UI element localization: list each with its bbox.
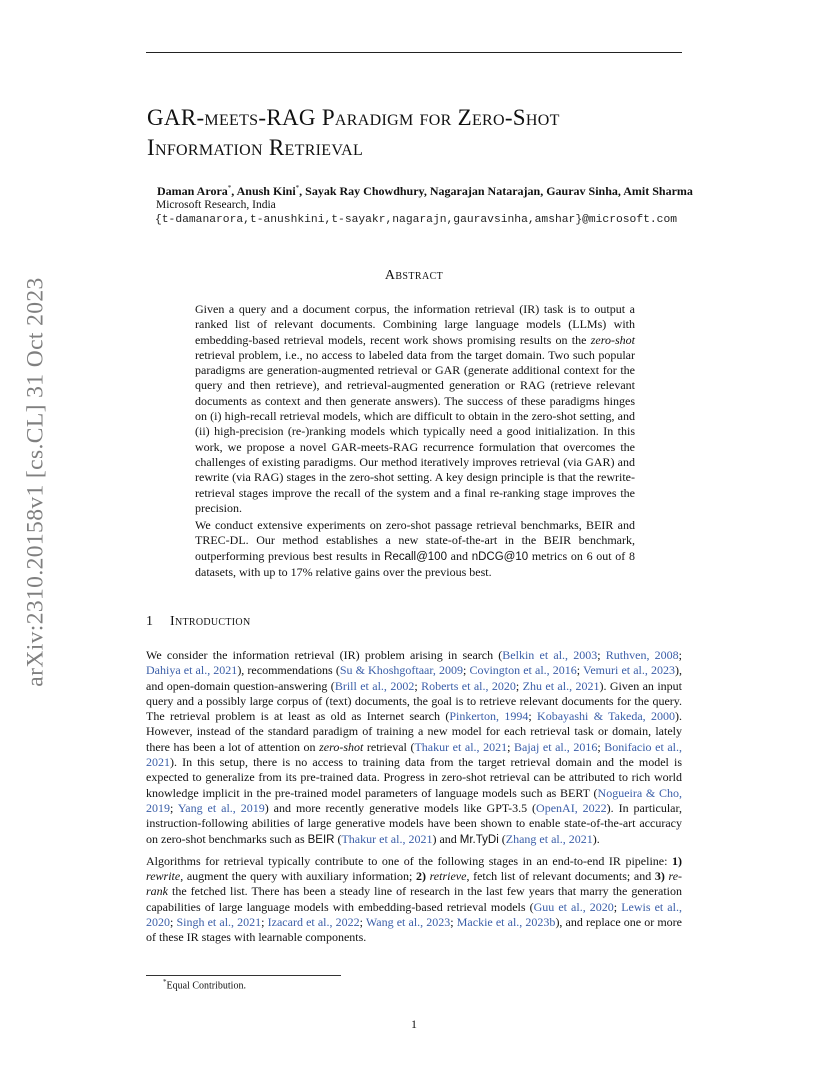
paragraph-text: ;	[576, 663, 584, 678]
paragraph-text: the fetched list. There has been a steady line of research in the last few years that marry the generation capabilities of large language models with embedding-based retrieval models (	[146, 884, 682, 914]
paragraph-text: ) and	[432, 831, 460, 846]
paragraph-text: ;	[507, 739, 514, 754]
paragraph-text: , fetch list of relevant documents; and	[466, 869, 655, 884]
citation-link[interactable]: Ruthven, 2008	[605, 648, 679, 662]
other-authors: , Sayak Ray Chowdhury, Nagarajan Natarajan, Gaurav Sinha, Amit Sharma	[299, 184, 693, 198]
paragraph-text: ;	[170, 800, 178, 815]
paragraph-text: ;	[597, 648, 606, 662]
introduction-body	[146, 648, 682, 946]
abstract-text: metrics on 6 out of 8 datasets, with up to 17% relative gains over the previous best.	[195, 548, 636, 580]
citation-link[interactable]: Lewis et al., 2020	[146, 899, 682, 930]
citation-link[interactable]: Dahiya et al., 2021	[146, 663, 238, 678]
citation-link[interactable]: Mackie et al., 2023b	[456, 915, 556, 930]
emphasis-text: retrieve	[429, 869, 467, 884]
abstract-paragraph-2	[195, 518, 635, 580]
intro-paragraph-1	[146, 648, 682, 848]
paragraph-text: ;	[414, 678, 422, 693]
citation-link[interactable]: Bajaj et al., 2016	[514, 739, 598, 754]
footnote-rule	[146, 975, 341, 976]
paragraph-text: ;	[613, 899, 622, 914]
bold-text: 3)	[654, 869, 665, 884]
section-title: Introduction	[170, 614, 251, 629]
abstract-heading: Abstract	[384, 268, 444, 283]
title-line-2: Information Retrieval	[147, 135, 364, 160]
citation-link[interactable]: Zhang et al., 2021	[505, 831, 593, 846]
citation-link[interactable]: Brill et al., 2002	[334, 678, 415, 693]
citation-link[interactable]: Yang et al., 2019	[177, 800, 265, 815]
paragraph-text: ). Given an input query and a possibly large corpus of (text) documents, the goal is to retrieve relevant documents for the query. The retrieval problem is at least as old as Internet search (	[146, 678, 682, 724]
paragraph-text: ;	[463, 663, 470, 678]
paper-title	[147, 103, 707, 163]
paragraph-text: (	[498, 831, 506, 846]
citation-link[interactable]: Thakur et al., 2021	[341, 831, 433, 846]
citation-link[interactable]: Zhu et al., 2021	[522, 678, 600, 693]
benchmark-name: Mr.TyDi	[459, 833, 499, 846]
metric-ndcg: nDCG@10	[471, 550, 529, 563]
emphasis-text: rewrite	[146, 869, 181, 884]
equal-contribution-mark-2: *	[295, 184, 300, 192]
paragraph-text: ;	[261, 915, 268, 930]
citation-link[interactable]: Su & Khoshgoftaar, 2009	[339, 663, 463, 678]
top-rule	[146, 52, 682, 53]
benchmark-name: BEIR	[307, 833, 335, 846]
citation-link[interactable]: OpenAI, 2022	[536, 800, 607, 815]
title-line-1: GAR-meets-RAG Paradigm for Zero-Shot	[147, 105, 560, 130]
paragraph-text: ;	[359, 915, 366, 930]
abstract-paragraph-1	[195, 302, 635, 516]
paragraph-text: retrieval (	[363, 739, 415, 754]
paragraph-text: We consider the information retrieval (IR) problem arising in search (	[146, 648, 503, 662]
paragraph-text: ), recommendations (	[237, 663, 340, 678]
abstract-text: Given a query and a document corpus, the information retrieval (IR) task is to output a ranked list of relevant documents. Combining large language models (LLMs) with embedding-based retrieval models, recent work shows promising results on the	[195, 302, 635, 347]
emphasis-text: re-rank	[146, 869, 683, 899]
paragraph-text: ;	[678, 648, 682, 662]
paragraph-text: ;	[597, 739, 605, 754]
paragraph-text: ). However, instead of the standard paradigm of training a new model for each retrieval task or domain, lately there has been a lot of attention on	[146, 709, 682, 754]
citation-link[interactable]: Thakur et al., 2021	[414, 739, 508, 754]
paragraph-text: ), and open-domain question-answering (	[146, 663, 682, 693]
paragraph-text: ;	[450, 915, 457, 930]
paragraph-text: (	[334, 831, 342, 846]
paragraph-text: ;	[170, 915, 177, 930]
affiliation: Microsoft Research, India	[156, 199, 276, 211]
author-1: Daman Arora	[157, 184, 228, 198]
citation-link[interactable]: Wang et al., 2023	[365, 915, 451, 930]
citation-link[interactable]: Singh et al., 2021	[176, 915, 262, 930]
intro-paragraph-2	[146, 854, 682, 946]
abstract-text: retrieval problem, i.e., no access to labeled data from the target domain. Two such popular paradigms are generation-augmented retrieval or GAR (generate additional context for the query and then retrieve), and retrieval-augmented generation or RAG (retrieve relevant documents as context and then generate answers). The success of these paradigms hinges on (i) high-recall retrieval models, which are difficult to obtain in the zero-shot setting, and (ii) high-precision (re-)ranking models which typically need a good initialization. In this work, we propose a novel GAR-meets-RAG recurrence formulation that overcomes the challenges of existing paradigms. Our method iteratively improves retrieval (via GAR) and rewrite (via RAG) stages in the zero-shot setting. A key design principle is that the rewrite-retrieval stages improve the recall of the system and a final re-ranking stage improves the precision.	[195, 347, 635, 515]
equal-contribution-mark-1: *	[227, 184, 232, 192]
paragraph-text: ;	[515, 678, 523, 693]
paragraph-text: ), and replace one or more of these IR stages with learnable components.	[146, 915, 682, 945]
author-emails: {t-damanarora,t-anushkini,t-sayakr,nagarajn,gauravsinha,amshar}@microsoft.com	[155, 214, 678, 226]
citation-link[interactable]: Pinkerton, 1994	[449, 709, 529, 724]
footnote-mark: *	[163, 978, 167, 986]
bold-text: 1)	[672, 853, 682, 868]
bold-text: 2)	[415, 869, 426, 884]
citation-link[interactable]: Izacard et al., 2022	[267, 915, 360, 930]
citation-link[interactable]: Bonifacio et al., 2021	[146, 739, 682, 770]
footnote-text: Equal Contribution.	[166, 980, 246, 992]
paragraph-text: ) and more recently generative models like GPT-3.5 (	[264, 800, 537, 815]
abstract-text: We conduct extensive experiments on zero-shot passage retrieval benchmarks, BEIR and TREC-DL. Our method establishes a new state-of-the-art in the BEIR benchmark, outperforming previous best results in	[195, 518, 635, 563]
author-list: Daman Arora*, Anush Kini*, Sayak Ray Chowdhury, Nagarajan Natarajan, Gaurav Sinha, Amit Sharma	[157, 184, 693, 198]
emphasis-text: zero-shot	[319, 739, 364, 754]
abstract-body	[195, 302, 635, 580]
arxiv-identifier-stamp: arXiv:2310.20158v1 [cs.CL] 31 Oct 2023	[22, 277, 49, 687]
citation-link[interactable]: Guu et al., 2020	[533, 899, 614, 914]
author-2: Anush Kini	[236, 184, 296, 198]
citation-link[interactable]: Nogueira & Cho, 2019	[146, 785, 682, 815]
abstract-text: and	[446, 548, 472, 563]
page-number: 1	[411, 1017, 417, 1031]
citation-link[interactable]: Covington et al., 2016	[469, 663, 577, 678]
paragraph-text: ). In this setup, there is no access to training data from the target retrieval domain and the model is expected to generalize from its pre-trained data. Progress in zero-shot retrieval can be attributed to rich world knowledge implicit in the pre-trained model parameters of language models such as BERT (	[146, 755, 682, 800]
paragraph-text: ;	[528, 709, 538, 724]
section-number: 1	[146, 614, 154, 629]
paragraph-text: Algorithms for retrieval typically contribute to one of the following stages in an end-to-end IR pipeline:	[146, 853, 672, 868]
citation-link[interactable]: Kobayashi & Takeda, 2000	[537, 709, 675, 724]
paragraph-text: ).	[592, 831, 600, 846]
citation-link[interactable]: Vemuri et al., 2023	[583, 663, 675, 678]
citation-link[interactable]: Belkin et al., 2003	[502, 648, 598, 662]
metric-recall: Recall@100	[384, 550, 447, 563]
citation-link[interactable]: Roberts et al., 2020	[421, 678, 516, 693]
paragraph-text: ). In particular, instruction-following abilities of large generative models have been shown to enable state-of-the-art accuracy on zero-shot benchmarks such as	[146, 800, 682, 846]
footnote	[163, 978, 246, 991]
paragraph-text: , augment the query with auxiliary information;	[180, 869, 416, 884]
abstract-emphasis: zero-shot	[590, 332, 635, 347]
section-heading	[146, 614, 250, 630]
